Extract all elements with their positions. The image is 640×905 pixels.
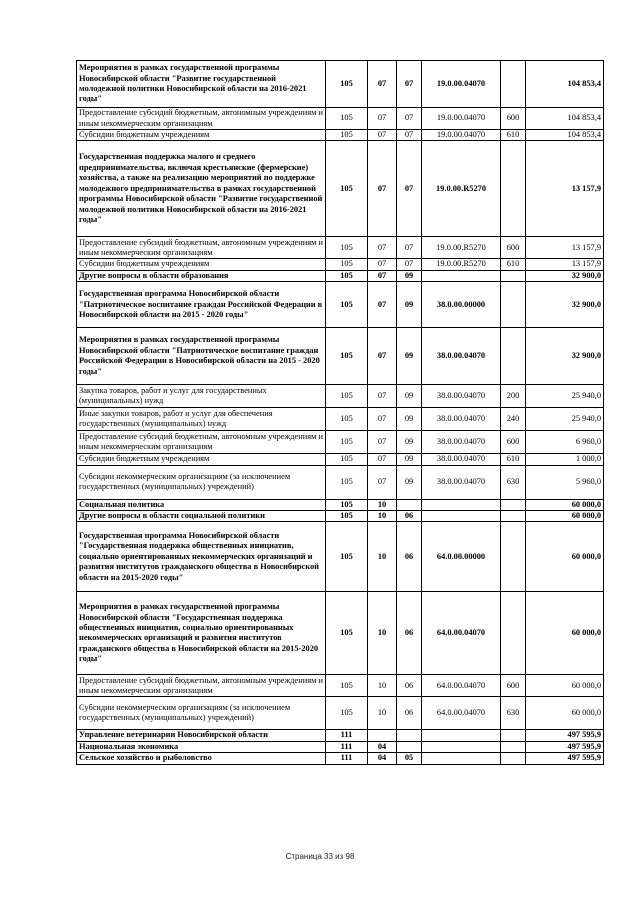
cell-subsection: 07 [397,108,422,130]
cell-target-article: 38.0.00.00000 [422,282,501,328]
cell-amount: 497 595,9 [526,730,604,741]
page-number: Страница 33 из 98 [285,852,355,861]
cell-expense-type [501,753,526,764]
cell-expense-type [501,61,526,108]
cell-amount: 32 900,0 [526,270,604,281]
cell-expense-type [501,592,526,675]
cell-department: 105 [326,431,368,454]
cell-section: 10 [368,592,397,675]
cell-amount: 60 000,0 [526,697,604,730]
cell-target-article: 38.0.00.04070 [422,431,501,454]
table-row [77,465,604,499]
cell-department: 105 [326,697,368,730]
cell-target-article: 38.0.00.04070 [422,408,501,431]
cell-section: 07 [368,465,397,499]
cell-subsection: 09 [397,282,422,328]
cell-name: Предоставление субсидий бюджетным, автономным учреждениям и иным некоммерческим организациям [77,431,326,454]
cell-section: 07 [368,282,397,328]
cell-target-article: 19.0.00.04070 [422,108,501,130]
cell-target-article: 38.0.00.04070 [422,328,501,385]
cell-name: Мероприятия в рамках государственной программы Новосибирской области "Государственная поддержка общественных инициатив, социально ориентированных некоммерческих организаций и развития институтов гражданского общества в Новосибирской области на 2015-2020 годы" [77,592,326,675]
cell-section: 07 [368,328,397,385]
cell-name: Субсидии бюджетным учреждениям [77,130,326,141]
cell-amount: 497 595,9 [526,741,604,752]
cell-section: 10 [368,511,397,522]
cell-subsection: 09 [397,408,422,431]
cell-department: 105 [326,61,368,108]
cell-section: 04 [368,741,397,752]
cell-target-article [422,511,501,522]
cell-expense-type: 600 [501,237,526,259]
cell-subsection: 09 [397,270,422,281]
cell-section: 10 [368,499,397,510]
cell-expense-type [501,730,526,741]
cell-name: Субсидии некоммерческим организациям (за исключением государственных (муниципальных) учреждений) [77,697,326,730]
cell-subsection: 09 [397,328,422,385]
cell-expense-type: 630 [501,697,526,730]
cell-expense-type [501,282,526,328]
cell-subsection [397,741,422,752]
cell-expense-type [501,499,526,510]
cell-name: Мероприятия в рамках государственной программы Новосибирской области "Патриотическое воспитание граждан Российской Федерации в Новосибирской области на 2015 - 2020 годы" [77,328,326,385]
budget-table [76,60,604,765]
cell-section: 07 [368,130,397,141]
cell-name: Субсидии бюджетным учреждениям [77,259,326,270]
table-row [77,511,604,522]
cell-name: Предоставление субсидий бюджетным, автономным учреждениям и иным некоммерческим организациям [77,108,326,130]
cell-name: Предоставление субсидий бюджетным, автономным учреждениям и иным некоммерческим организациям [77,237,326,259]
cell-name: Государственная программа Новосибирской области "Государственная поддержка общественных инициатив, социально ориентированных некоммерческих организаций и развития институтов гражданского общества в Новосибирской области на 2015-2020 годы" [77,522,326,592]
table-row [77,499,604,510]
cell-section: 07 [368,408,397,431]
table-row [77,328,604,385]
cell-department: 105 [326,511,368,522]
cell-subsection: 06 [397,511,422,522]
cell-department: 105 [326,259,368,270]
cell-name: Социальная политика [77,499,326,510]
cell-section: 07 [368,141,397,237]
cell-name: Другие вопросы в области социальной политики [77,511,326,522]
cell-subsection: 07 [397,259,422,270]
table-row [77,522,604,592]
cell-department: 105 [326,522,368,592]
cell-department: 111 [326,741,368,752]
cell-expense-type [501,511,526,522]
cell-subsection: 09 [397,465,422,499]
cell-department: 105 [326,328,368,385]
table-row [77,454,604,465]
cell-target-article [422,270,501,281]
cell-amount: 104 853,4 [526,61,604,108]
table-row [77,741,604,752]
cell-section: 07 [368,61,397,108]
cell-section: 07 [368,270,397,281]
cell-section: 07 [368,237,397,259]
cell-section: 07 [368,454,397,465]
cell-subsection: 05 [397,753,422,764]
cell-amount: 60 000,0 [526,499,604,510]
cell-expense-type: 200 [501,385,526,408]
cell-subsection: 07 [397,130,422,141]
cell-department: 105 [326,237,368,259]
cell-department: 105 [326,675,368,697]
cell-section: 10 [368,675,397,697]
cell-amount: 32 900,0 [526,282,604,328]
cell-expense-type: 600 [501,675,526,697]
cell-department: 105 [326,141,368,237]
cell-subsection: 09 [397,454,422,465]
cell-section: 07 [368,259,397,270]
table-row [77,108,604,130]
cell-subsection: 06 [397,592,422,675]
cell-expense-type [501,141,526,237]
cell-expense-type [501,741,526,752]
table-row [77,282,604,328]
table-row [77,385,604,408]
cell-expense-type: 600 [501,108,526,130]
cell-amount: 13 157,9 [526,141,604,237]
cell-department: 105 [326,408,368,431]
table-row [77,730,604,741]
table-row [77,592,604,675]
table-row [77,431,604,454]
cell-expense-type: 610 [501,454,526,465]
cell-section: 07 [368,108,397,130]
cell-amount: 32 900,0 [526,328,604,385]
table-row [77,408,604,431]
cell-subsection: 06 [397,697,422,730]
cell-department: 105 [326,592,368,675]
cell-department: 105 [326,130,368,141]
cell-subsection: 09 [397,431,422,454]
cell-target-article [422,753,501,764]
cell-subsection [397,730,422,741]
cell-subsection: 09 [397,385,422,408]
table-row [77,130,604,141]
cell-target-article: 64.0.00.00000 [422,522,501,592]
cell-amount: 25 940,0 [526,408,604,431]
cell-section: 10 [368,697,397,730]
cell-name: Другие вопросы в области образования [77,270,326,281]
cell-department: 105 [326,454,368,465]
cell-section: 07 [368,385,397,408]
cell-amount: 104 853,4 [526,108,604,130]
cell-department: 105 [326,108,368,130]
cell-name: Иные закупки товаров, работ и услуг для обеспечения государственных (муниципальных) нужд [77,408,326,431]
cell-target-article: 64.0.00.04070 [422,697,501,730]
cell-amount: 60 000,0 [526,522,604,592]
cell-target-article [422,730,501,741]
cell-amount: 60 000,0 [526,675,604,697]
cell-amount: 6 960,0 [526,431,604,454]
cell-expense-type [501,328,526,385]
cell-name: Национальная экономика [77,741,326,752]
cell-name: Государственная поддержка малого и среднего предпринимательства, включая крестьянские (фермерские) хозяйства, а также на реализацию мероприятий по поддержке молодежного предпринимательства в рамках государственной программы Новосибирской области "Развитие государственной молодежной политики Новосибирской области на 2016-2021 годы" [77,141,326,237]
cell-name: Закупка товаров, работ и услуг для государственных (муниципальных) нужд [77,385,326,408]
cell-section: 04 [368,753,397,764]
cell-target-article: 19.0.00.04070 [422,61,501,108]
cell-department: 111 [326,730,368,741]
cell-amount: 13 157,9 [526,259,604,270]
cell-target-article: 38.0.00.04070 [422,454,501,465]
table-row [77,697,604,730]
cell-section: 07 [368,431,397,454]
table-row [77,259,604,270]
cell-target-article: 19.0.00.R5270 [422,141,501,237]
table-row [77,270,604,281]
cell-subsection: 07 [397,61,422,108]
cell-amount: 60 000,0 [526,511,604,522]
cell-section: 10 [368,522,397,592]
cell-department: 105 [326,270,368,281]
cell-subsection: 07 [397,141,422,237]
cell-name: Управление ветеринарии Новосибирской области [77,730,326,741]
cell-target-article: 64.0.00.04070 [422,592,501,675]
cell-name: Субсидии некоммерческим организациям (за исключением государственных (муниципальных) учреждений) [77,465,326,499]
cell-amount: 13 157,9 [526,237,604,259]
table-row [77,237,604,259]
cell-amount: 497 595,9 [526,753,604,764]
cell-expense-type: 610 [501,259,526,270]
cell-target-article: 19.0.00.R5270 [422,259,501,270]
cell-target-article [422,741,501,752]
cell-department: 105 [326,282,368,328]
cell-expense-type: 610 [501,130,526,141]
cell-name: Государственная программа Новосибирской области "Патриотическое воспитание граждан Российской Федерации в Новосибирской области на 2015 - 2020 годы" [77,282,326,328]
cell-name: Мероприятия в рамках государственной программы Новосибирской области "Развитие государственной молодежной политики Новосибирской области на 2016-2021 годы" [77,61,326,108]
cell-amount: 104 853,4 [526,130,604,141]
cell-name: Предоставление субсидий бюджетным, автономным учреждениям и иным некоммерческим организациям [77,675,326,697]
cell-department: 105 [326,499,368,510]
cell-amount: 5 960,0 [526,465,604,499]
cell-target-article: 64.0.00.04070 [422,675,501,697]
cell-expense-type: 630 [501,465,526,499]
cell-expense-type [501,522,526,592]
cell-subsection: 06 [397,522,422,592]
cell-name: Сельское хозяйство и рыболовство [77,753,326,764]
cell-department: 105 [326,465,368,499]
cell-subsection: 07 [397,237,422,259]
cell-subsection: 06 [397,675,422,697]
cell-expense-type: 240 [501,408,526,431]
cell-department: 111 [326,753,368,764]
table-row [77,61,604,108]
cell-expense-type: 600 [501,431,526,454]
table-row [77,675,604,697]
cell-amount: 25 940,0 [526,385,604,408]
cell-target-article [422,499,501,510]
cell-section [368,730,397,741]
cell-amount: 1 000,0 [526,454,604,465]
table-body [77,61,604,765]
table-row [77,753,604,764]
cell-target-article: 38.0.00.04070 [422,385,501,408]
table-row [77,141,604,237]
cell-subsection [397,499,422,510]
cell-department: 105 [326,385,368,408]
cell-amount: 60 000,0 [526,592,604,675]
cell-target-article: 38.0.00.04070 [422,465,501,499]
cell-expense-type [501,270,526,281]
cell-name: Субсидии бюджетным учреждениям [77,454,326,465]
cell-target-article: 19.0.00.R5270 [422,237,501,259]
cell-target-article: 19.0.00.04070 [422,130,501,141]
